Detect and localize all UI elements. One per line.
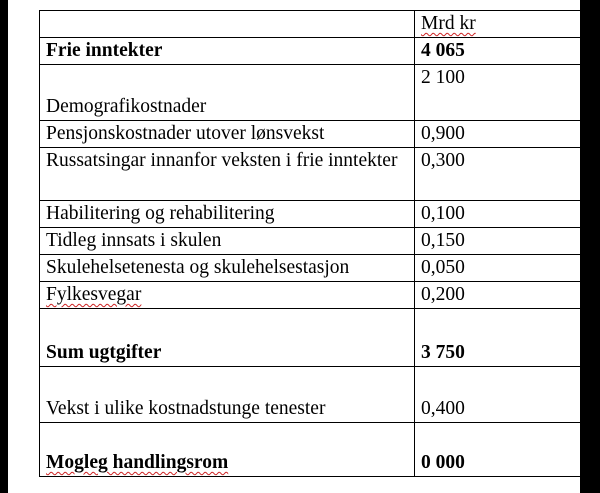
row-value: 0 000 (415, 423, 585, 477)
row-label: Russatsingar innanfor veksten i frie inntekter (40, 148, 415, 201)
row-value: 0,100 (415, 201, 585, 228)
row-label: Frie inntekter (40, 38, 415, 65)
table-header-row (40, 11, 585, 38)
table-row (40, 255, 585, 282)
row-label (40, 121, 415, 148)
row-value: 0,050 (415, 255, 585, 282)
row-value: 0,900 (415, 121, 585, 148)
row-label: Vekst i ulike kostnadstunge tenester (40, 367, 415, 423)
row-value: 4 065 (415, 38, 585, 65)
table-row (40, 121, 585, 148)
budget-table (39, 10, 585, 477)
row-value: 0,400 (415, 367, 585, 423)
row-label-text: Mogleg handlingsrom (46, 452, 229, 473)
table-row (40, 201, 585, 228)
table-row (40, 282, 585, 309)
unit-label: Mrd kr (421, 13, 476, 34)
table-row (40, 367, 585, 423)
header-unit-cell (415, 11, 585, 38)
table-row (40, 228, 585, 255)
row-value: 0,300 (415, 148, 585, 201)
table-row (40, 309, 585, 367)
row-label: Demografikostnader (40, 65, 415, 121)
row-label: Skulehelsetenesta og skulehelsestasjon (40, 255, 415, 282)
row-label-text: Pensjonskostnader utover lønsvekst (46, 123, 325, 144)
table-row (40, 148, 585, 201)
row-value: 2 100 (415, 65, 585, 121)
table-row (40, 423, 585, 477)
table-row (40, 38, 585, 65)
header-label-cell (40, 11, 415, 38)
row-label-text: Fylkesvegar (46, 284, 142, 305)
row-label: Sum ugtgifter (40, 309, 415, 367)
row-label: Habilitering og rehabilitering (40, 201, 415, 228)
table-row (40, 65, 585, 121)
row-value: 3 750 (415, 309, 585, 367)
row-label: Tidleg innsats i skulen (40, 228, 415, 255)
row-label (40, 282, 415, 309)
row-value: 0,200 (415, 282, 585, 309)
row-value: 0,150 (415, 228, 585, 255)
left-border-bar (0, 0, 8, 493)
row-label (40, 423, 415, 477)
